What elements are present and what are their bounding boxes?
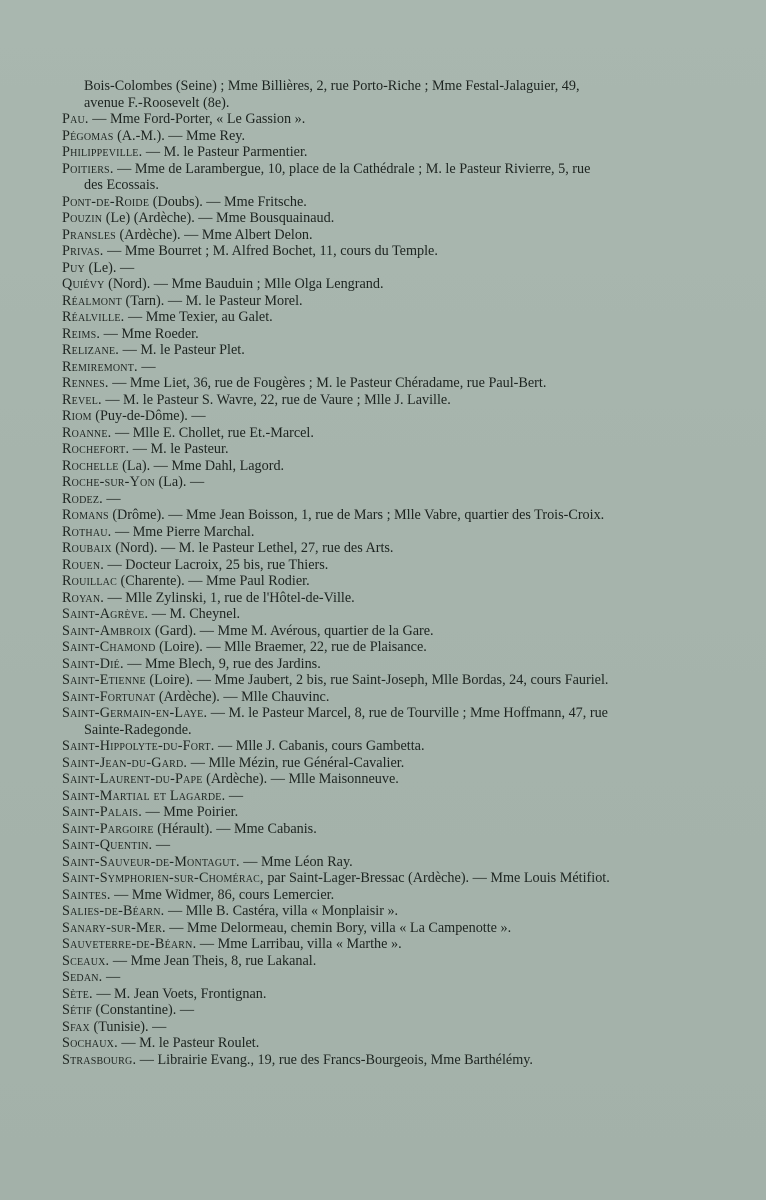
- entry-place: Sochaux.: [62, 1035, 118, 1051]
- entry-place: Saint-Agrève.: [62, 606, 149, 622]
- entry-place: Roche-sur-Yon: [62, 474, 155, 490]
- directory-entry: [62, 969, 610, 986]
- directory-entry: [62, 375, 610, 392]
- entry-details: (Tarn). — M. le Pasteur Morel.: [121, 292, 303, 309]
- directory-entry: [62, 920, 610, 937]
- entry-place: Revel.: [62, 391, 102, 408]
- directory-entry: [62, 293, 610, 310]
- entry-place: Saint-Dié.: [62, 655, 124, 672]
- entry-details: — M. le Pasteur S. Wavre, 22, rue de Vaure ; Mlle J. Laville.: [101, 391, 451, 408]
- entry-details: (Loire). — Mme Jaubert, 2 bis, rue Saint-Joseph, Mlle Bordas, 24, cours Fauriel.: [145, 672, 609, 688]
- entry-details: (Charente). — Mme Paul Rodier.: [116, 573, 310, 589]
- entry-details: (Constantine). —: [92, 1002, 195, 1018]
- entry-place: Saint-Hippolyte-du-Fort.: [62, 738, 215, 754]
- entry-details: — M. le Pasteur Parmentier.: [142, 144, 308, 160]
- entry-place: Sétif: [62, 1002, 92, 1018]
- entry-details: (La). —: [154, 474, 205, 490]
- directory-entry: [62, 755, 610, 772]
- directory-entry: [62, 689, 610, 706]
- entry-details: — Mlle B. Castéra, villa « Monplaisir ».: [164, 903, 399, 919]
- entry-details: — M. le Pasteur Plet.: [119, 342, 245, 358]
- directory-entry: [62, 738, 610, 755]
- entry-details: — Mlle Mézin, rue Général-Cavalier.: [187, 754, 405, 771]
- directory-entry: [62, 854, 610, 871]
- entry-place: Roubaix: [62, 540, 112, 556]
- directory-entry: [62, 1002, 610, 1019]
- entry-details: (Hérault). — Mme Cabanis.: [153, 820, 317, 837]
- entry-details: (Le) (Ardèche). — Mme Bousquainaud.: [102, 210, 335, 226]
- directory-entry: [62, 540, 610, 557]
- directory-entry: [62, 1035, 610, 1052]
- entry-place: Sceaux.: [62, 952, 110, 969]
- entry-details: — Mme Roeder.: [100, 325, 199, 342]
- directory-entry: [62, 243, 610, 260]
- entry-details: — M. le Pasteur.: [129, 441, 229, 457]
- directory-entry: [62, 771, 610, 788]
- entry-details: — Mme de Larambergue, 10, place de la Cathédrale ; M. le Pasteur Rivierre, 5, rue des Ecossais.: [84, 160, 591, 193]
- directory-entry: [62, 491, 610, 508]
- entry-details: (Gard). — Mme M. Avérous, quartier de la Gare.: [151, 622, 434, 639]
- directory-entry: [62, 161, 610, 194]
- entry-details: — Docteur Lacroix, 25 bis, rue Thiers.: [103, 556, 329, 573]
- entry-place: Sète.: [62, 985, 93, 1002]
- entry-place: Saint-Germain-en-Laye.: [62, 705, 208, 721]
- directory-entry: [62, 557, 610, 574]
- entry-place: Pransles: [62, 226, 116, 243]
- entry-place: Sanary-sur-Mer.: [62, 919, 166, 936]
- entry-place: Rothau.: [62, 523, 112, 540]
- directory-entry: [62, 507, 610, 524]
- entry-place: Saint-Martial et Lagarde.: [62, 787, 226, 804]
- directory-entry: [62, 788, 610, 805]
- directory-entry: [62, 705, 610, 738]
- entry-place: Romans: [62, 507, 109, 523]
- entry-details: —: [225, 787, 244, 804]
- entry-place: Saint-Laurent-du-Pape: [62, 771, 203, 787]
- entry-place: Salies-de-Béarn.: [62, 903, 165, 919]
- entry-details: — Mme Bourret ; M. Alfred Bochet, 11, cours du Temple.: [103, 243, 438, 259]
- entry-details: (Ardèche). — Mlle Maisonneuve.: [202, 771, 399, 787]
- entry-details: — Mlle J. Cabanis, cours Gambetta.: [214, 738, 425, 754]
- entry-place: Réalville.: [62, 309, 125, 325]
- entry-place: Pégomas: [62, 127, 114, 144]
- directory-entry: [62, 111, 610, 128]
- entry-details: — M. Jean Voets, Frontignan.: [92, 985, 267, 1002]
- directory-entry: [62, 590, 610, 607]
- directory-entry: [62, 194, 610, 211]
- directory-entry: [62, 606, 610, 623]
- directory-entry: [62, 804, 610, 821]
- directory-entry: [62, 458, 610, 475]
- entry-place: Rochefort.: [62, 441, 130, 457]
- entry-details: — Mme Pierre Marchal.: [111, 523, 255, 540]
- entry-place: Rennes.: [62, 375, 109, 391]
- entry-details: (Puy-de-Dôme). —: [91, 408, 206, 424]
- entry-details: — Mme Blech, 9, rue des Jardins.: [123, 655, 321, 672]
- directory-entry: [62, 392, 610, 409]
- entry-details: (Ardèche). — Mme Albert Delon.: [115, 226, 313, 243]
- directory-entry: [62, 837, 610, 854]
- entry-place: Relizane.: [62, 342, 120, 358]
- directory-entry: [62, 210, 610, 227]
- entry-place: Saint-Jean-du-Gard.: [62, 754, 188, 771]
- entry-details: (Le). —: [84, 259, 135, 276]
- directory-entry: [62, 276, 610, 293]
- entry-place: Pouzin: [62, 210, 103, 226]
- entry-place: Saint-Palais.: [62, 804, 142, 820]
- entry-place: Pau.: [62, 111, 89, 127]
- directory-entry: [62, 78, 610, 111]
- directory-list: [62, 78, 610, 1068]
- directory-entry: [62, 144, 610, 161]
- entry-place: Saint-Quentin.: [62, 837, 153, 853]
- entry-details: — M. le Pasteur Marcel, 8, rue de Tourville ; Mme Hoffmann, 47, rue Sainte-Radegonde.: [84, 705, 608, 738]
- entry-details: — Mlle E. Chollet, rue Et.-Marcel.: [111, 424, 314, 441]
- entry-place: Royan.: [62, 589, 104, 606]
- entry-details: — Mme Larribau, villa « Marthe ».: [196, 936, 402, 952]
- directory-entry: [62, 623, 610, 640]
- directory-entry: [62, 342, 610, 359]
- entry-details: —: [137, 358, 156, 375]
- entry-place: Réalmont: [62, 292, 122, 309]
- directory-entry: [62, 639, 610, 656]
- entry-details: —: [102, 969, 121, 985]
- entry-details: — M. Cheynel.: [148, 606, 241, 622]
- entry-details: — Mme Jean Theis, 8, rue Lakanal.: [109, 952, 317, 969]
- entry-place: Sauveterre-de-Béarn.: [62, 936, 197, 952]
- directory-entry: [62, 573, 610, 590]
- directory-entry: [62, 903, 610, 920]
- entry-place: Poitiers.: [62, 160, 114, 177]
- entry-details: — Mme Delormeau, chemin Bory, villa « La Campenotte ».: [165, 919, 512, 936]
- entry-place: Remiremont.: [62, 358, 138, 375]
- directory-entry: [62, 887, 610, 904]
- entry-place: Reims.: [62, 325, 101, 342]
- entry-details: — Mme Poirier.: [141, 804, 239, 820]
- entry-details: (Tunisie). —: [89, 1018, 167, 1035]
- entry-details: — Librairie Evang., 19, rue des Francs-Bourgeois, Mme Barthélémy.: [136, 1051, 533, 1068]
- entry-place: Saint-Chamond: [62, 639, 156, 655]
- entry-details: (La). — Mme Dahl, Lagord.: [118, 457, 285, 474]
- entry-details: —: [152, 837, 171, 853]
- entry-details: — Mme Texier, au Galet.: [124, 309, 273, 325]
- entry-place: Philippeville.: [62, 144, 143, 160]
- entry-place: Quiévy: [62, 276, 105, 292]
- entry-place: Privas.: [62, 243, 104, 259]
- entry-place: Saint-Symphorien-sur-Chomérac,: [62, 870, 264, 886]
- entry-details: par Saint-Lager-Bressac (Ardèche). — Mme Louis Métifiot.: [263, 870, 610, 886]
- directory-entry: [62, 656, 610, 673]
- entry-place: Saint-Etienne: [62, 672, 146, 688]
- entry-details: — Mme Ford-Porter, « Le Gassion ».: [88, 111, 306, 127]
- directory-entry: [62, 936, 610, 953]
- entry-place: Roanne.: [62, 424, 112, 441]
- directory-entry: [62, 326, 610, 343]
- entry-details: (Doubs). — Mme Fritsche.: [149, 193, 307, 210]
- entry-place: Saint-Fortunat: [62, 688, 156, 705]
- entry-place: Sfax: [62, 1018, 90, 1035]
- entry-details: (Loire). — Mlle Braemer, 22, rue de Plaisance.: [155, 639, 427, 655]
- entry-details: — Mme Léon Ray.: [239, 853, 353, 870]
- directory-entry: [62, 986, 610, 1003]
- directory-entry: [62, 441, 610, 458]
- entry-place: Strasbourg.: [62, 1051, 137, 1068]
- entry-place: Pont-de-Roide: [62, 193, 150, 210]
- entry-place: Saintes.: [62, 886, 111, 903]
- directory-entry: [62, 474, 610, 491]
- entry-details: Bois-Colombes (Seine) ; Mme Billières, 2, rue Porto-Riche ; Mme Festal-Jalaguier, 49, avenue F.-Roosevelt (8e).: [84, 78, 580, 111]
- directory-entry: [62, 1052, 610, 1069]
- directory-entry: [62, 524, 610, 541]
- entry-place: Saint-Sauveur-de-Montagut.: [62, 853, 240, 870]
- entry-place: Puy: [62, 259, 85, 276]
- entry-place: Rouen.: [62, 556, 104, 573]
- directory-entry: [62, 309, 610, 326]
- entry-place: Riom: [62, 408, 92, 424]
- entry-details: (Nord). — Mme Bauduin ; Mlle Olga Lengrand.: [104, 276, 384, 292]
- entry-place: Rouillac: [62, 573, 117, 589]
- entry-place: Saint-Pargoire: [62, 820, 154, 837]
- entry-details: (Drôme). — Mme Jean Boisson, 1, rue de Mars ; Mlle Vabre, quartier des Trois-Croix.: [108, 507, 605, 523]
- entry-place: Rochelle: [62, 457, 119, 474]
- directory-entry: [62, 953, 610, 970]
- entry-details: — Mlle Zylinski, 1, rue de l'Hôtel-de-Ville.: [104, 589, 355, 606]
- directory-entry: [62, 408, 610, 425]
- entry-details: (Nord). — M. le Pasteur Lethel, 27, rue des Arts.: [111, 540, 394, 556]
- directory-entry: [62, 359, 610, 376]
- entry-details: — Mme Widmer, 86, cours Lemercier.: [110, 886, 335, 903]
- entry-details: —: [102, 490, 121, 507]
- entry-details: — M. le Pasteur Roulet.: [117, 1035, 260, 1051]
- directory-entry: [62, 128, 610, 145]
- directory-entry: [62, 227, 610, 244]
- directory-entry: [62, 672, 610, 689]
- directory-entry: [62, 870, 610, 887]
- entry-details: — Mme Liet, 36, rue de Fougères ; M. le Pasteur Chéradame, rue Paul-Bert.: [108, 375, 547, 391]
- directory-entry: [62, 260, 610, 277]
- entry-place: Saint-Ambroix: [62, 622, 152, 639]
- directory-entry: [62, 1019, 610, 1036]
- entry-details: (A.-M.). — Mme Rey.: [113, 127, 246, 144]
- entry-details: (Ardèche). — Mlle Chauvinc.: [155, 688, 330, 705]
- entry-place: Rodez.: [62, 490, 103, 507]
- directory-entry: [62, 425, 610, 442]
- entry-place: Sedan.: [62, 969, 103, 985]
- directory-entry: [62, 821, 610, 838]
